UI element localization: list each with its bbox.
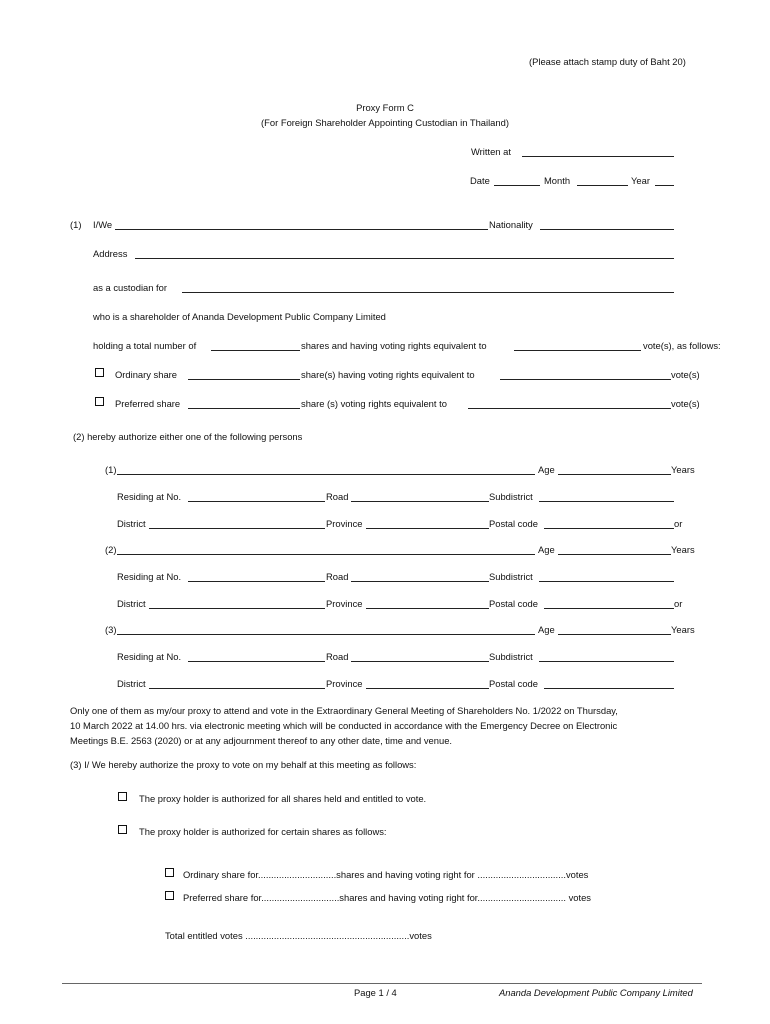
total-entitled-votes: Total entitled votes ...............................................................votes [165,930,432,941]
proxy-3-province-label: Province [326,678,363,689]
proxy-3-residing-field[interactable] [188,661,325,662]
custodian-field[interactable] [182,292,674,293]
ordinary-share-field[interactable] [188,379,300,380]
proxy-1-postal-field[interactable] [544,528,674,529]
month-label: Month [544,175,571,186]
proxy-1-province-label: Province [326,518,363,529]
proxy-2-age-field[interactable] [558,554,671,555]
preferred-share-mid-label: share (s) voting rights equivalent to [301,398,447,409]
ordinary-share-label: Ordinary share [115,369,178,380]
proxy-3-postal-field[interactable] [544,688,674,689]
custodian-label: as a custodian for [93,282,168,293]
iwe-field[interactable] [115,229,488,230]
ordinary-share-for-checkbox[interactable] [165,868,174,877]
section1-number: (1) [70,219,82,230]
stamp-note: (Please attach stamp duty of Baht 20) [529,56,686,67]
proxy-2-subdistrict-field[interactable] [539,581,674,582]
company-name: Ananda Development Public Company Limited [192,311,386,322]
proxy-1-residing-field[interactable] [188,501,325,502]
proxy-3-road-field[interactable] [351,661,489,662]
proxy-3-age-label: Age [538,624,555,635]
votes-as-follows-label: vote(s), as follows: [643,340,721,351]
proxy-3-number: (3) [105,624,117,635]
proxy-2-name-field[interactable] [117,554,535,555]
preferred-share-for-checkbox[interactable] [165,891,174,900]
ordinary-share-for-label: Ordinary share for..............................shares and having voting right for ..................................votes [183,869,589,880]
proxy-3-subdistrict-label: Subdistrict [489,651,533,662]
proxy-1-subdistrict-field[interactable] [539,501,674,502]
preferred-share-checkbox[interactable] [95,397,104,406]
proxy-3-road-label: Road [326,651,349,662]
preferred-votes-label: vote(s) [671,398,700,409]
address-label: Address [93,248,128,259]
proxy-2-postal-label: Postal code [489,598,538,609]
proxy-3-years-label: Years [671,624,695,635]
proxy-2-years-label: Years [671,544,695,555]
page-number: Page 1 / 4 [354,987,397,998]
proxy-2-province-label: Province [326,598,363,609]
ordinary-votes-label: vote(s) [671,369,700,380]
certain-shares-label: The proxy holder is authorized for certain shares as follows: [139,826,387,837]
proxy-1-subdistrict-label: Subdistrict [489,491,533,502]
shareholder-of-line [93,311,386,323]
preferred-share-field[interactable] [188,408,300,409]
holding-total-field[interactable] [211,350,300,351]
ordinary-votes-field[interactable] [500,379,671,380]
nationality-label: Nationality [489,219,533,230]
proxy-2-district-field[interactable] [149,608,325,609]
section3-intro: (3) I/ We hereby authorize the proxy to vote on my behalf at this meeting as follows: [70,759,417,770]
form-title: Proxy Form C [356,102,414,113]
written-at-label: Written at [471,146,511,157]
section2-intro: (2) hereby authorize either one of the following persons [73,431,303,442]
year-field[interactable] [655,185,674,186]
proxy-3-name-field[interactable] [117,634,535,635]
preferred-share-label: Preferred share [115,398,181,409]
voting-rights-field[interactable] [514,350,641,351]
proxy-1-province-field[interactable] [366,528,489,529]
ordinary-share-checkbox[interactable] [95,368,104,377]
proxy-2-province-field[interactable] [366,608,489,609]
meeting-paragraph-line3: Meetings B.E. 2563 (2020) or at any adjournment thereof to any other date, time and venue. [70,735,453,746]
nationality-field[interactable] [540,229,674,230]
proxy-2-road-field[interactable] [351,581,489,582]
proxy-2-or-label: or [674,598,683,609]
proxy-3-age-field[interactable] [558,634,671,635]
date-field[interactable] [494,185,540,186]
proxy-2-residing-label: Residing at No. [117,571,182,582]
proxy-1-postal-label: Postal code [489,518,538,529]
proxy-1-or-label: or [674,518,683,529]
proxy-2-district-label: District [117,598,146,609]
proxy-3-province-field[interactable] [366,688,489,689]
proxy-1-name-field[interactable] [117,474,535,475]
footer-company: Ananda Development Public Company Limited [499,987,693,998]
footer-divider [62,983,702,984]
proxy-1-district-label: District [117,518,146,529]
form-subtitle: (For Foreign Shareholder Appointing Custodian in Thailand) [261,117,509,128]
proxy-3-postal-label: Postal code [489,678,538,689]
proxy-1-age-field[interactable] [558,474,671,475]
address-field[interactable] [135,258,674,259]
shares-voting-label: shares and having voting rights equivalent to [301,340,487,351]
proxy-1-residing-label: Residing at No. [117,491,182,502]
proxy-1-age-label: Age [538,464,555,475]
proxy-2-road-label: Road [326,571,349,582]
all-shares-checkbox[interactable] [118,792,127,801]
proxy-1-road-field[interactable] [351,501,489,502]
month-field[interactable] [577,185,628,186]
certain-shares-checkbox[interactable] [118,825,127,834]
proxy-3-residing-label: Residing at No. [117,651,182,662]
preferred-share-for-label: Preferred share for..............................shares and having voting right for.................................. votes [183,892,591,903]
date-label: Date [470,175,490,186]
proxy-2-age-label: Age [538,544,555,555]
holding-total-label: holding a total number of [93,340,197,351]
proxy-2-residing-field[interactable] [188,581,325,582]
proxy-3-district-field[interactable] [149,688,325,689]
meeting-paragraph-line1: Only one of them as my/our proxy to attend and vote in the Extraordinary General Meeting of Shareholders No. 1/2022 on Thursday, [70,705,618,716]
iwe-label: I/We [93,219,113,230]
proxy-1-years-label: Years [671,464,695,475]
preferred-votes-field[interactable] [468,408,671,409]
proxy-1-district-field[interactable] [149,528,325,529]
all-shares-label: The proxy holder is authorized for all shares held and entitled to vote. [139,793,427,804]
ordinary-share-mid-label: share(s) having voting rights equivalent to [301,369,475,380]
year-label: Year [631,175,650,186]
proxy-3-subdistrict-field[interactable] [539,661,674,662]
proxy-2-subdistrict-label: Subdistrict [489,571,533,582]
proxy-2-number: (2) [105,544,117,555]
proxy-1-number: (1) [105,464,117,475]
proxy-3-district-label: District [117,678,146,689]
shareholder-of-label: who is a shareholder of [93,311,190,322]
meeting-paragraph-line2: 10 March 2022 at 14.00 hrs. via electronic meeting which will be conducted in accordance with the Emergency Decree on Electronic [70,720,618,731]
proxy-2-postal-field[interactable] [544,608,674,609]
proxy-1-road-label: Road [326,491,349,502]
written-at-field[interactable] [522,156,674,157]
